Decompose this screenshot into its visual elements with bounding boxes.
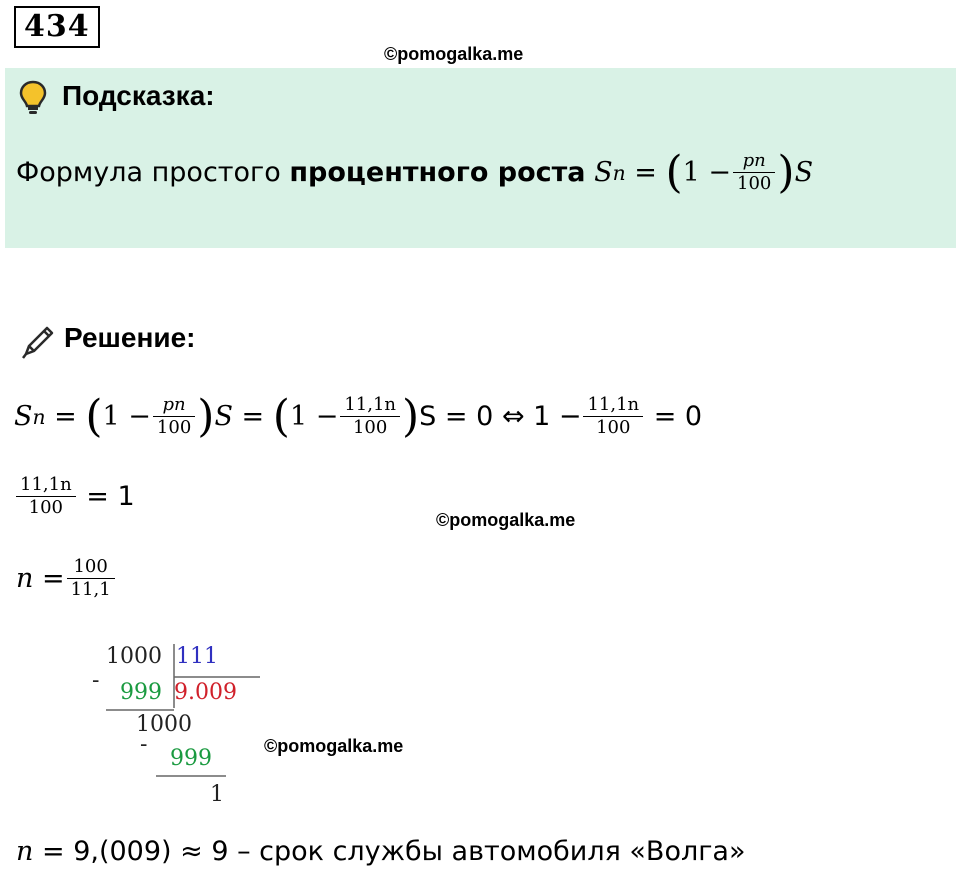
l1-paren-a: ( bbox=[85, 390, 103, 442]
ld-divisor: 111 bbox=[176, 644, 218, 669]
l2-frac bbox=[16, 474, 76, 519]
l1-paren-b: ) bbox=[197, 390, 215, 442]
ld-dividend: 1000 bbox=[106, 644, 162, 669]
hint-frac-num: pn bbox=[733, 150, 775, 173]
l1-s: S bbox=[14, 401, 33, 432]
l1-frac-2 bbox=[340, 394, 400, 439]
l3-frac bbox=[67, 556, 115, 601]
l3-frac-den: 11,1 bbox=[70, 579, 111, 600]
pencil-icon bbox=[18, 322, 58, 362]
long-division bbox=[90, 640, 280, 810]
l1-frac-1 bbox=[153, 394, 195, 439]
l1-frac3-den: 100 bbox=[596, 417, 631, 438]
hint-one-minus: 1 − bbox=[682, 157, 732, 188]
l1-one-minus-a: 1 − bbox=[102, 401, 151, 432]
hint-formula-line bbox=[16, 146, 814, 198]
answer-n: n bbox=[16, 836, 34, 867]
l1-s-sub: n bbox=[32, 404, 46, 429]
l2-frac-den: 100 bbox=[28, 497, 64, 518]
ld-minus-1: - bbox=[92, 668, 100, 693]
watermark-bottom: ©pomogalka.me bbox=[264, 736, 404, 756]
ld-minus-2: - bbox=[140, 732, 148, 757]
hint-s: S bbox=[594, 157, 613, 188]
l1-frac2-num: 11,1n bbox=[340, 394, 400, 417]
l2-frac-num: 11,1n bbox=[16, 474, 76, 497]
l1-frac1-num: pn bbox=[153, 394, 195, 417]
l1-frac3-num: 11,1n bbox=[583, 394, 643, 417]
l1-frac-3 bbox=[583, 394, 643, 439]
hint-tail: S bbox=[794, 157, 814, 188]
ld-sub-2: 999 bbox=[170, 746, 212, 771]
l1-eq-b: = bbox=[241, 401, 265, 432]
hint-paren-right: ) bbox=[777, 146, 795, 198]
answer-line bbox=[16, 836, 745, 867]
l3-eq: = bbox=[41, 563, 65, 594]
l3-frac-num: 100 bbox=[67, 556, 115, 579]
lightbulb-icon bbox=[18, 80, 48, 116]
hint-s-sub: n bbox=[612, 160, 626, 185]
l1-eq-a: = bbox=[54, 401, 77, 432]
hint-text-bold: процентного роста bbox=[289, 157, 586, 188]
l1-paren-c: ( bbox=[272, 390, 290, 442]
solution-line-3 bbox=[16, 556, 117, 601]
solution-title: Решение: bbox=[64, 322, 196, 353]
ld-rem-1: 1000 bbox=[136, 712, 192, 737]
l1-frac1-den: 100 bbox=[156, 417, 192, 438]
l1-end: = 0 bbox=[653, 401, 703, 432]
hint-eq: = bbox=[634, 157, 657, 188]
l1-paren-d: ) bbox=[402, 390, 420, 442]
ld-sub-1: 999 bbox=[120, 680, 162, 705]
ld-rem-2: 1 bbox=[210, 782, 224, 807]
ld-quotient: 9.009 bbox=[174, 680, 237, 705]
l1-s1: S bbox=[214, 401, 233, 432]
l2-rhs: = 1 bbox=[86, 481, 135, 512]
watermark-middle: ©pomogalka.me bbox=[436, 510, 576, 530]
hint-paren-left: ( bbox=[665, 146, 683, 198]
l1-one-minus-b: 1 − bbox=[289, 401, 339, 432]
solution-line-2 bbox=[14, 474, 135, 519]
hint-text-plain: Формула простого bbox=[16, 157, 281, 188]
hint-fraction bbox=[733, 150, 775, 195]
l3-n: n bbox=[16, 563, 34, 594]
ld-lines bbox=[90, 640, 280, 810]
l1-s2-eq0: S = 0 ⇔ 1 − bbox=[419, 401, 582, 432]
solution-line-1 bbox=[14, 390, 703, 442]
l1-frac2-den: 100 bbox=[352, 417, 388, 438]
answer-text: = 9,(009) ≈ 9 – срок службы автомобиля «Волга» bbox=[41, 836, 746, 867]
watermark-top: ©pomogalka.me bbox=[384, 44, 524, 64]
hint-title: Подсказка: bbox=[62, 80, 215, 111]
problem-number: 434 bbox=[14, 6, 100, 48]
hint-frac-den: 100 bbox=[737, 173, 772, 194]
